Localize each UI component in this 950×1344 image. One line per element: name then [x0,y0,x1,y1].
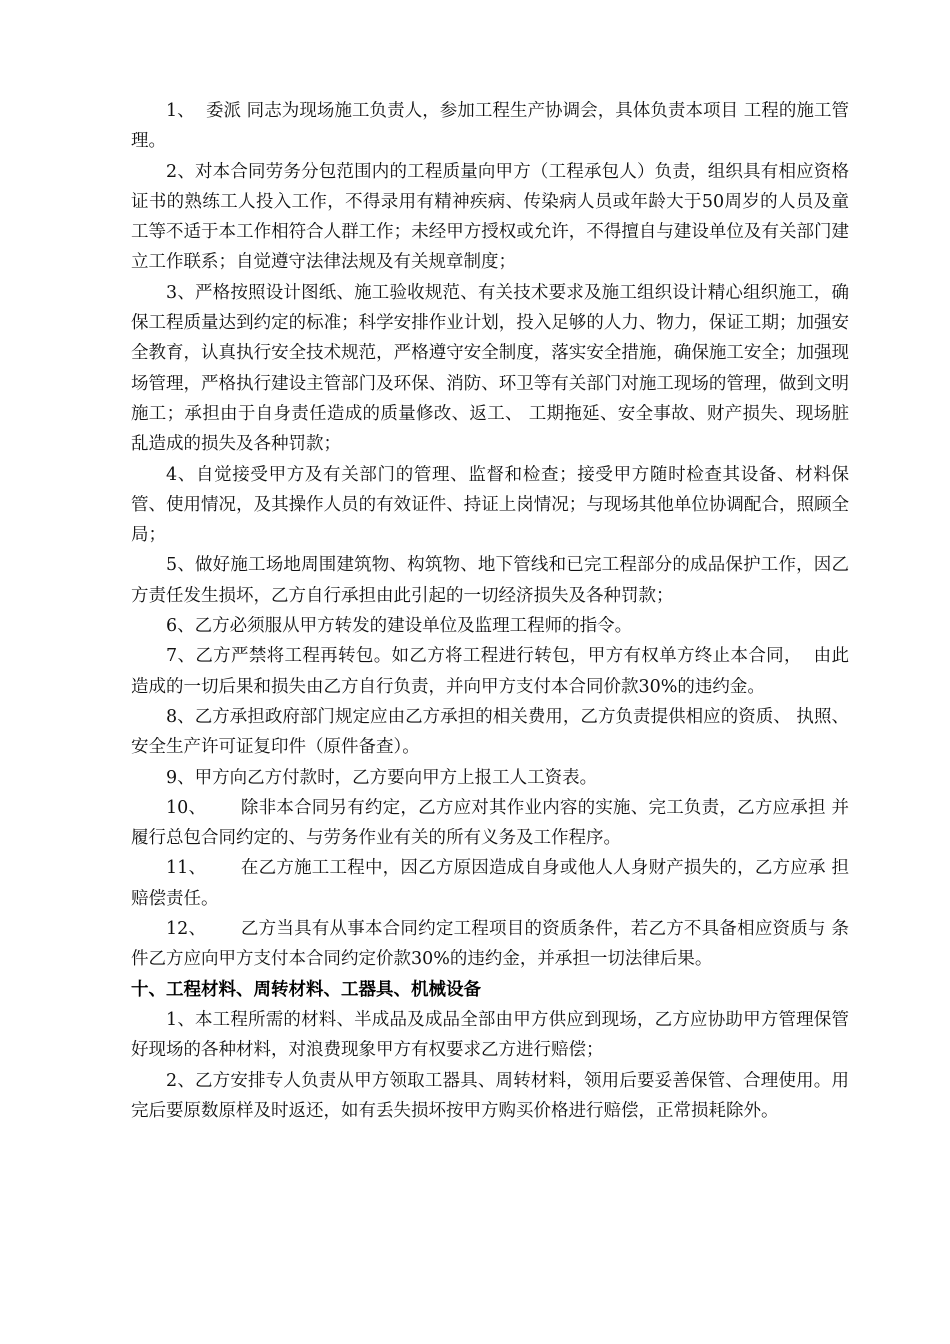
clause-10: 10、 除非本合同另有约定，乙方应对其作业内容的实施、完工负责，乙方应承担 并履行总包合同约定的、与劳务作业有关的所有义务及工作程序。 [131,797,849,849]
clause-1: 1、 委派 同志为现场施工负责人，参加工程生产协调会，具体负责本项目 工程的施工管理。 [131,101,849,152]
clause-9: 9、甲方向乙方付款时，乙方要向甲方上报工人工资表。 [166,767,598,788]
clause-5: 5、做好施工场地周围建筑物、构筑物、地下管线和已完工程部分的成品保护工作，因乙方责任发生损坏，乙方自行承担由此引起的一切经济损失及各种罚款； [131,555,849,606]
document-page [131,96,849,1126]
clause-4: 4、自觉接受甲方及有关部门的管理、监督和检查；接受甲方随时检查其设备、材料保管、使用情况，及其操作人员的有效证件、持证上岗情况；与现场其他单位协调配合，照顾全局； [131,464,849,546]
clause-6: 6、乙方必须服从甲方转发的建设单位及监理工程师的指令。 [166,616,633,637]
clause-11: 11、 在乙方施工工程中，因乙方原因造成自身或他人人身财产损失的，乙方应承 担赔偿责任。 [131,858,849,909]
section-heading: 十、工程材料、周转材料、工器具、机械设备 [131,979,481,1000]
clause-7: 7、乙方严禁将工程再转包。如乙方将工程进行转包，甲方有权单方终止本合同， 由此造成的一切后果和损失由乙方自行负责，并向甲方支付本合同价款30%的违约金。 [131,646,849,697]
clause-2: 2、对本合同劳务分包范围内的工程质量向甲方（工程承包人）负责，组织具有相应资格证书的熟练工人投入工作，不得录用有精神疾病、传染病人员或年龄大于50周岁的人员及童工等不适于本工作相符合人群工作；未经甲方授权或允许，不得擅自与建设单位及有关部门建立工作联系；自觉遵守法律法规及有关规章制度； [131,161,849,273]
clause-12: 12、 乙方当具有从事本合同约定工程项目的资质条件，若乙方不具备相应资质与 条件乙方应向甲方支付本合同约定价款30%的违约金，并承担一切法律后果。 [131,919,849,970]
section-clause-2: 2、乙方安排专人负责从甲方领取工器具、周转材料，领用后要妥善保管、合理使用。用完后要原数原样及时返还，如有丢失损坏按甲方购买价格进行赔偿，正常损耗除外。 [131,1070,849,1121]
clause-3: 3、严格按照设计图纸、施工验收规范、有关技术要求及施工组织设计精心组织施工，确保工程质量达到约定的标准；科学安排作业计划，投入足够的人力、物力，保证工期；加强安全教育，认真执行安全技术规范，严格遵守安全制度，落实安全措施，确保施工安全；加强现场管理，严格执行建设主管部门及环保、消防、环卫等有关部门对施工现场的管理，做到文明施工；承担由于自身责任造成的质量修改、返工、 工期拖延、安全事故、财产损失、现场脏乱造成的损失及各种罚款； [131,282,849,455]
clause-8: 8、乙方承担政府部门规定应由乙方承担的相关费用，乙方负责提供相应的资质、 执照、安全生产许可证复印件（原件备查）。 [131,706,849,758]
section-clause-1: 1、本工程所需的材料、半成品及成品全部由甲方供应到现场，乙方应协助甲方管理保管好现场的各种材料，对浪费现象甲方有权要求乙方进行赔偿； [131,1009,849,1061]
